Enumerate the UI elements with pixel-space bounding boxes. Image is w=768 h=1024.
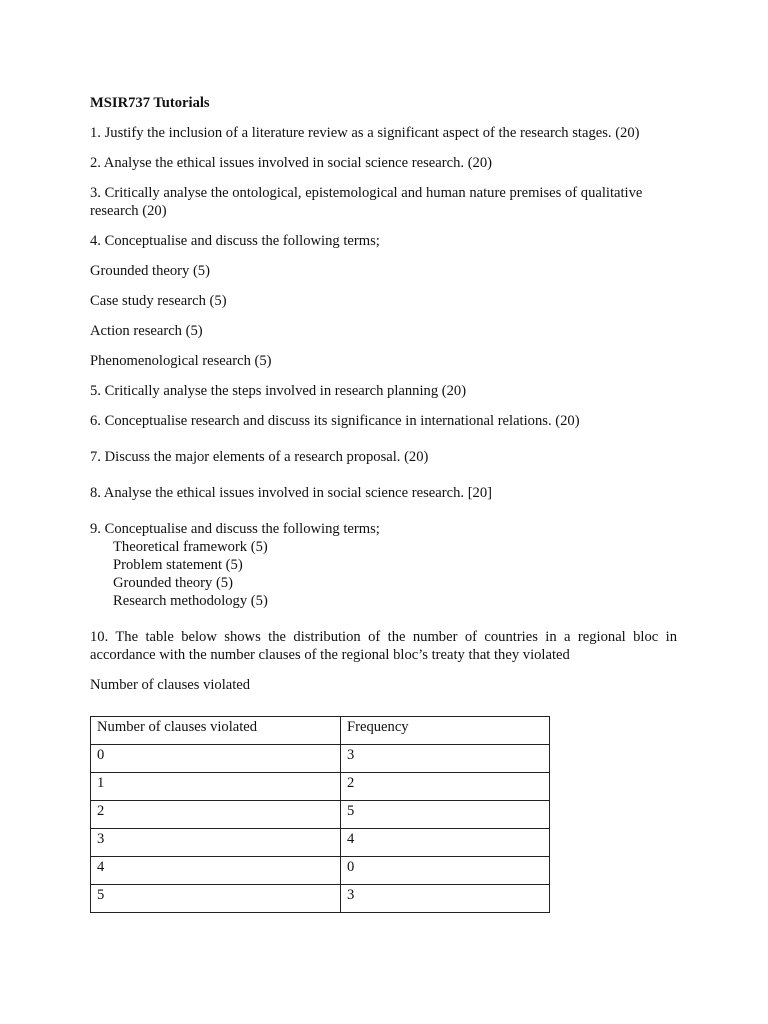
question-9-term: Problem statement (5): [113, 557, 243, 573]
table-cell: 1: [91, 773, 341, 801]
table-cell: 3: [91, 829, 341, 857]
table-cell: 0: [91, 745, 341, 773]
table-cell: 5: [341, 801, 550, 829]
document-body: [90, 94, 677, 913]
question-4-term: Action research (5): [90, 323, 203, 339]
table-cell: 0: [341, 857, 550, 885]
question-8: 8. Analyse the ethical issues involved in social science research. [20]: [90, 485, 493, 501]
table-row: [91, 745, 550, 773]
table-cell: 4: [91, 857, 341, 885]
table-header-row: [91, 717, 550, 745]
question-4-term: Phenomenological research (5): [90, 353, 272, 369]
table-cell: 4: [341, 829, 550, 857]
question-9-term: Grounded theory (5): [113, 575, 233, 591]
question-10: 10. The table below shows the distribution of the number of countries in a regional bloc in accordance with the number clauses of the regional bloc’s treaty that they violated: [90, 629, 677, 663]
question-3: 3. Critically analyse the ontological, epistemological and human nature premises of qualitative research (20): [90, 185, 643, 219]
question-2: 2. Analyse the ethical issues involved in social science research. (20): [90, 155, 493, 171]
question-9-term: Theoretical framework (5): [113, 539, 268, 555]
table-header-cell: Frequency: [341, 717, 550, 745]
question-4-term: Grounded theory (5): [90, 263, 210, 279]
question-9: 9. Conceptualise and discuss the following terms;: [90, 521, 380, 537]
question-9-term: Research methodology (5): [113, 593, 268, 609]
question-7: 7. Discuss the major elements of a research proposal. (20): [90, 449, 429, 465]
table-row: [91, 829, 550, 857]
table-caption: Number of clauses violated: [90, 677, 251, 693]
table-cell: 3: [341, 885, 550, 913]
table-header-cell: Number of clauses violated: [91, 717, 341, 745]
document-title: MSIR737 Tutorials: [90, 95, 210, 111]
table-row: [91, 885, 550, 913]
table-row: [91, 773, 550, 801]
frequency-table: [90, 716, 550, 913]
table-row: [91, 801, 550, 829]
question-6: 6. Conceptualise research and discuss its significance in international relations. (20): [90, 413, 580, 429]
question-4: 4. Conceptualise and discuss the following terms;: [90, 233, 380, 249]
table-row: [91, 857, 550, 885]
table-cell: 5: [91, 885, 341, 913]
question-5: 5. Critically analyse the steps involved in research planning (20): [90, 383, 467, 399]
question-1: 1. Justify the inclusion of a literature review as a significant aspect of the research stages. (20): [90, 125, 640, 141]
table-cell: 2: [341, 773, 550, 801]
question-4-term: Case study research (5): [90, 293, 227, 309]
table-cell: 2: [91, 801, 341, 829]
table-cell: 3: [341, 745, 550, 773]
